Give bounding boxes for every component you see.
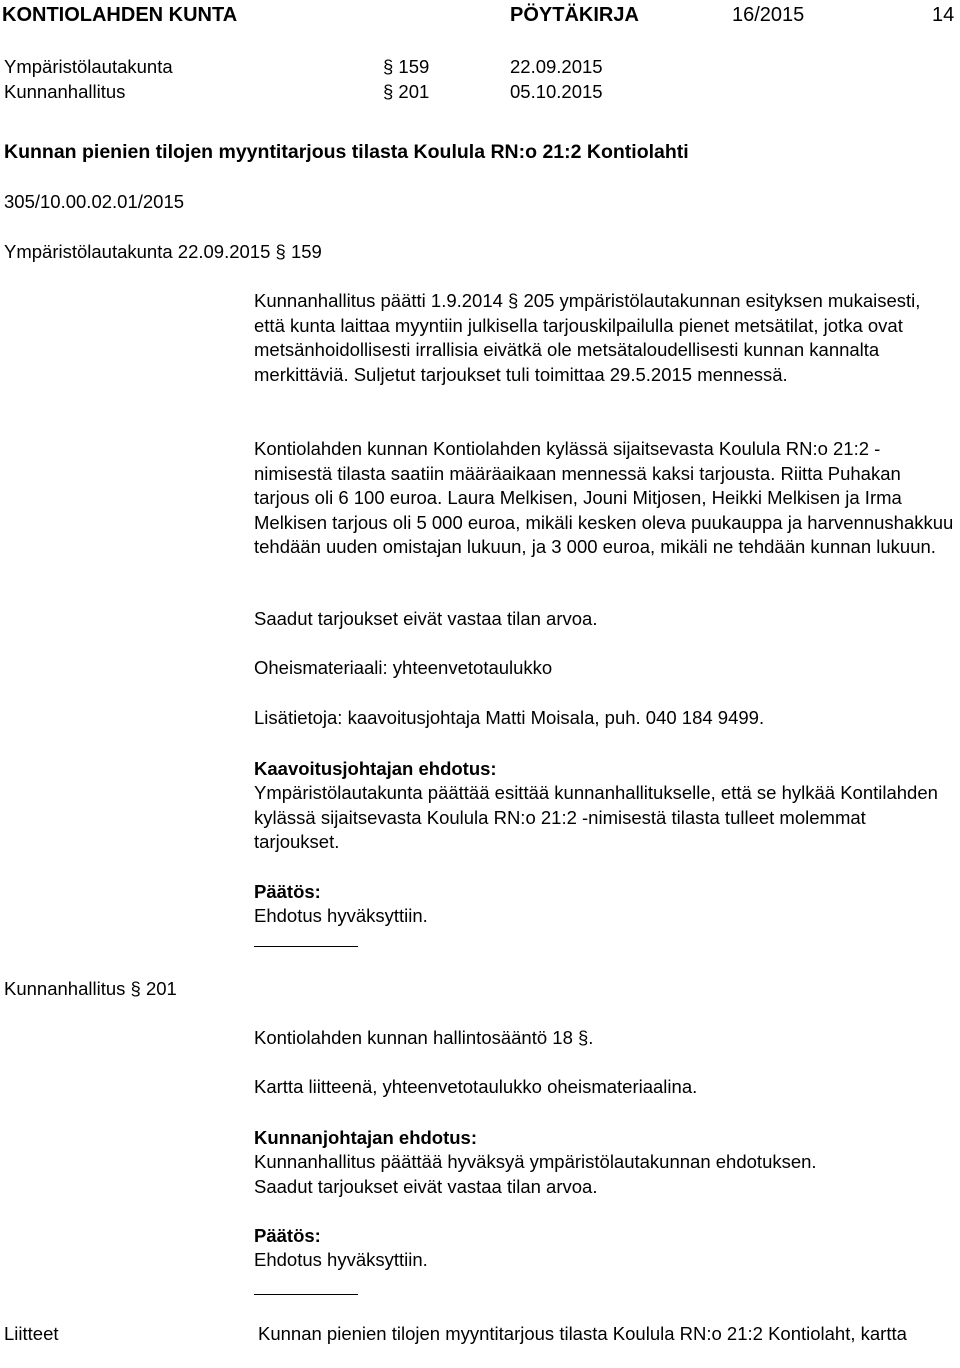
attachments-text: Kunnan pienien tilojen myyntitarjous tilasta Koulula RN:o 21:2 Kontiolaht, kartta <box>258 1323 907 1344</box>
document-title: Kunnan pienien tilojen myyntitarjous tilasta Koulula RN:o 21:2 Kontiolahti <box>4 141 689 163</box>
paragraph-text: Kunnanhallitus päätti 1.9.2014 § 205 ympäristölautakunnan esityksen mukaisesti, että kunta laittaa myyntiin julkisella tarjouskilpailulla pienet metsätilat, jotka ovat metsänhoidollisesti irrallisia eivätkä ole metsätaloudellisesti kunnan kannalta merkittäviä. Suljetut tarjoukset tuli toimittaa 29.5.2015 mennessä. <box>254 290 921 385</box>
document-number: 16/2015 <box>732 4 805 26</box>
page-number: 14 <box>932 4 955 26</box>
decision-text: Ehdotus hyväksyttiin. <box>254 1249 428 1270</box>
meeting-body: Kunnanhallitus <box>4 81 126 102</box>
proposal-heading: Kunnanjohtajan ehdotus: <box>254 1127 478 1148</box>
meeting-date: 22.09.2015 <box>510 56 603 77</box>
meeting-date: 05.10.2015 <box>510 81 603 102</box>
section-heading-ymp: Ympäristölautakunta 22.09.2015 § 159 <box>4 241 322 262</box>
kh-paragraph-2: Kartta liitteenä, yhteenvetotaulukko oheismateriaalina. <box>254 1076 698 1097</box>
decision-text: Ehdotus hyväksyttiin. <box>254 905 428 926</box>
ymp-paragraph-2 <box>254 437 954 560</box>
ymp-paragraph-3 <box>254 607 954 632</box>
ymp-paragraph-1 <box>254 289 954 387</box>
paragraph-text: Oheismateriaali: yhteenvetotaulukko <box>254 657 553 678</box>
decision-heading: Päätös: <box>254 881 321 902</box>
ymp-paragraph-4 <box>254 656 954 681</box>
proposal-line: Saadut tarjoukset eivät vastaa tilan arvoa. <box>254 1176 598 1197</box>
proposal-line: Kunnanhallitus päättää hyväksyä ympäristölautakunnan ehdotuksen. <box>254 1151 817 1172</box>
paragraph-text: Saadut tarjoukset eivät vastaa tilan arvoa. <box>254 608 598 629</box>
paragraph-text: Kontiolahden kunnan Kontiolahden kylässä sijaitsevasta Koulula RN:o 21:2 -nimisestä tilasta saatiin määräaikaan mennessä kaksi tarjousta. Riitta Puhakan tarjous oli 6 100 euroa. Laura Melkisen, Jouni Mitjosen, Heikki Melkisen ja Irma Melkisen tarjous oli 5 000 euroa, mikäli kesken oleva puukauppa ja harvennushakkuu tehdään uuden omistajan lukuun, ja 3 000 euroa, mikäli ne tehdään kunnan lukuun. <box>254 438 954 557</box>
proposal-heading: Kaavoitusjohtajan ehdotus: <box>254 758 497 779</box>
decision-heading: Päätös: <box>254 1225 321 1246</box>
section-heading-kh: Kunnanhallitus § 201 <box>4 978 177 999</box>
ymp-paragraph-5 <box>254 706 954 731</box>
attachments-label: Liitteet <box>4 1323 59 1344</box>
kh-paragraph-1: Kontiolahden kunnan hallintosääntö 18 §. <box>254 1027 594 1048</box>
meeting-body: Ympäristölautakunta <box>4 56 173 77</box>
proposal-text-block <box>254 781 954 855</box>
separator-line <box>254 1294 358 1295</box>
meeting-section: § 159 <box>383 56 430 77</box>
document-type: PÖYTÄKIRJA <box>510 4 639 26</box>
separator-line <box>254 946 358 947</box>
proposal-text: Ympäristölautakunta päättää esittää kunnanhallitukselle, että se hylkää Kontilahden kylässä sijaitsevasta Koulula RN:o 21:2 -nimisestä tilasta tulleet molemmat tarjoukset. <box>254 782 938 852</box>
meeting-section: § 201 <box>383 81 430 102</box>
reference-number: 305/10.00.02.01/2015 <box>4 191 185 212</box>
attachments-block <box>258 1322 958 1346</box>
municipality-name: KONTIOLAHDEN KUNTA <box>2 4 238 26</box>
paragraph-text: Lisätietoja: kaavoitusjohtaja Matti Moisala, puh. 040 184 9499. <box>254 707 765 728</box>
